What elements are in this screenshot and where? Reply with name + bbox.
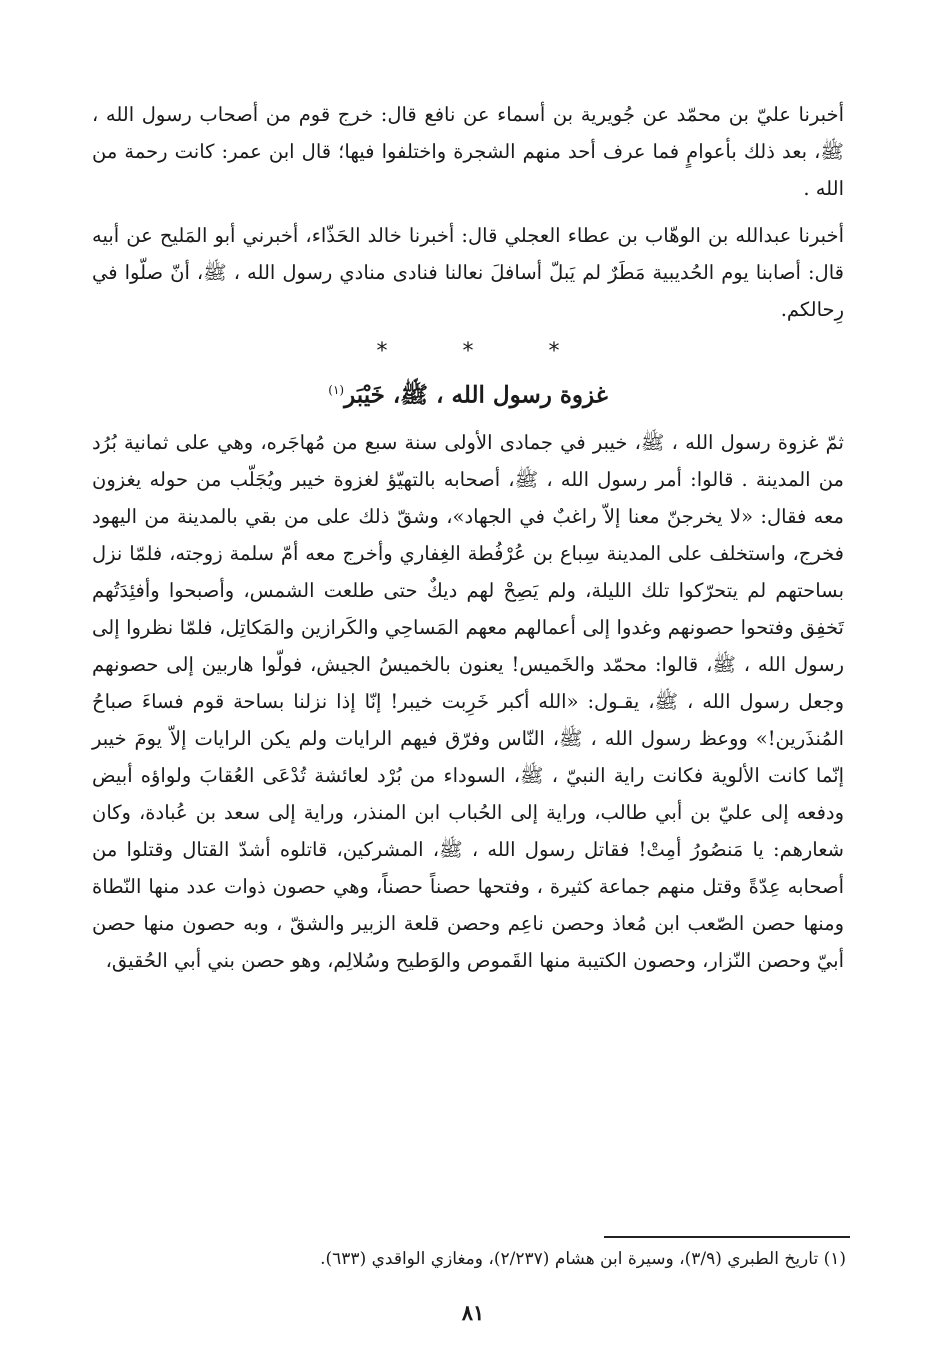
paragraph-3: ثمّ غزوة رسول الله ، ﷺ، خيبر في جمادى الأولى سنة سبع من مُهاجَره، وهي على ثمانية بُرُد من المدينة . قالوا: أمر رسول الله ، ﷺ، أصحابه بالتهيّؤ لغزوة خيبر ويُجَلّب من حوله يغزون معه فقال: «لا يخرجنّ معنا إلاّ راغبٌ في الجهاد»، وشقّ ذلك على من بقي بالمدينة من اليهود فخرج، واستخلف على المدينة سِباع بن عُرْفُطة الغِفاري وأخرج معه أمّ سلمة زوجته، فلمّا نزل بساحتهم لم يتحرّكوا تلك الليلة، ولم يَصِحْ لهم ديكٌ حتى طلعت الشمس، وأصبحوا وأفئِدَتُهم تَخفِق وفتحوا حصونهم وغدوا إلى أعمالهم معهم المَساحِي والكَرازين والمَكاتِل، فلمّا نظروا إلى رسول الله ، ﷺ، قالوا: محمّد والخَميس! يعنون بالخميسُ الجيش، فولّوا هاربين إلى حصونهم وجعل رسول الله ، ﷺ، يقـول: «الله أكبر خَرِبت خيبر! إنّا إذا نزلنا بساحة قوم فساءَ صباحُ المُنذَرين!» ووعظ رسول الله ، ﷺ، النّاس وفرّق فيهم الرايات ولم يكن الرايات إلاّ يومَ خيبر إنّما كانت الألوية فكانت راية النبيّ ، ﷺ، السوداء من بُرْد لعائشة تُدْعَى العُقابَ ولواؤه أبيض ودفعه إلى عليّ بن أبي طالب، وراية إلى الحُباب ابن المنذر، وراية إلى سعد بن عُبادة، وكان شعارهم: يا مَنصُورُ أمِتْ! فقاتل رسول الله ، ﷺ، المشركين، قاتلوه أشدّ القتال وقتلوا من أصحابه عِدّةً وقتل منهم جماعة كثيرة ، وفتحها حصناً حصناً، وهي حصون ذوات عدد منها النّطاة ومنها حصن الصّعب ابن مُعاذ وحصن ناعِم وحصن قلعة الزبير والشقّ ، وبه حصون منها حصن أبيّ وحصن النّزار، وحصون الكتيبة منها القَموص والوَطيح وسُلالِم، وهو حصن بني أبي الحُقيق، — [92, 430, 844, 972]
separator-star: * — [462, 339, 474, 364]
footnote-divider — [604, 1236, 850, 1238]
footnote-reference: (١) — [328, 383, 345, 397]
separator-star: * — [548, 339, 560, 364]
page-body — [92, 96, 844, 989]
separator-star: * — [376, 339, 388, 364]
section-separator — [92, 338, 844, 366]
paragraph-2: أخبرنا عبدالله بن الوهّاب بن عطاء العجلي قال: أخبرنا خالد الحَذّاء، أخبرني أبو المَليح عن أبيه قال: أصابنا يوم الحُديبية مَطَرٌ لم يَبلّ أسافلَ نعالنا فنادى منادي رسول الله ، ﷺ، أنّ صلّوا في رِحالكم. — [92, 224, 844, 321]
page-number: ٨١ — [461, 1300, 485, 1325]
footnote: (١) تاريخ الطبري (٣/٩)، وسيرة ابن هشام (٢/٢٣٧)، ومغازي الواقدي (٦٣٣). — [320, 1249, 846, 1269]
section-heading — [92, 366, 844, 420]
section-heading-text: غزوة رسول الله ، ﷺ، خَيْبَر — [344, 381, 608, 409]
paragraph-1: أخبرنا عليّ بن محمّد عن جُويرية بن أسماء عن نافع قال: خرج قوم من أصحاب رسول الله ، ﷺ، بعد ذلك بأعوامٍ فما عرف أحد منهم الشجرة واختلفوا فيها؛ قال ابن عمر: كانت رحمة من الله . — [92, 103, 844, 200]
